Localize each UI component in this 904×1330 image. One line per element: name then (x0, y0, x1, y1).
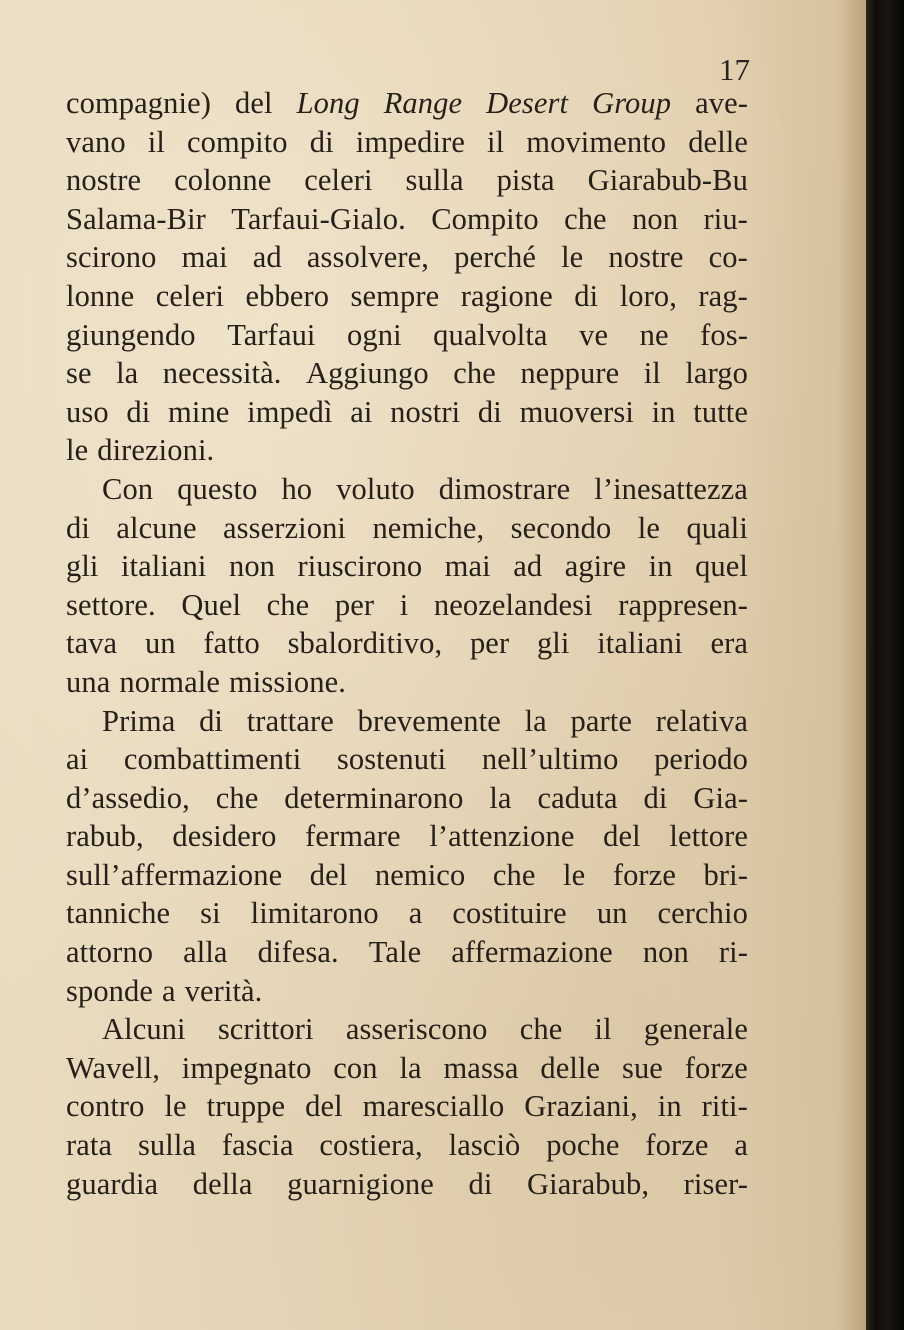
word: un (596, 896, 628, 931)
word: riser- (683, 1166, 748, 1201)
word: tutte (693, 394, 748, 429)
word: Giarabub, (527, 1166, 650, 1201)
word: che (266, 587, 310, 622)
word: verità. (184, 973, 263, 1008)
word: asserzioni (223, 510, 346, 545)
word: del (309, 857, 348, 892)
word: settore. (66, 587, 156, 622)
word: gli (536, 626, 570, 661)
word: generale (643, 1012, 748, 1047)
word: impedì (247, 394, 333, 429)
word: ne (639, 317, 669, 352)
text-line (66, 1010, 748, 1049)
word: nemico (374, 857, 466, 892)
text-line (66, 586, 748, 625)
text-line (66, 123, 748, 162)
word: sbalorditivo, (287, 626, 443, 661)
word: neozelandesi (433, 587, 593, 622)
word: attorno (66, 935, 154, 970)
word: sulla (137, 1128, 197, 1163)
word: secondo (510, 510, 612, 545)
text-line (66, 779, 748, 818)
word: movimento (526, 124, 667, 159)
word: di (199, 703, 224, 738)
word: Range (383, 86, 463, 120)
word: loro, (619, 278, 677, 313)
word: ragione (460, 278, 553, 313)
word: trattare (246, 703, 334, 738)
word: fos- (700, 317, 748, 352)
word: vano (66, 124, 126, 159)
word: del (305, 1089, 343, 1124)
word: ve (579, 317, 609, 352)
word: missione. (228, 664, 346, 699)
word: giungendo (66, 317, 196, 352)
word: di (477, 394, 502, 429)
word: neppure (520, 356, 620, 391)
text-line (66, 431, 748, 470)
word: il (643, 356, 661, 391)
text-line (66, 933, 748, 972)
word: compagnie) (66, 86, 211, 120)
word: le (637, 510, 660, 545)
text-line (66, 740, 748, 779)
word: impedire (355, 124, 465, 159)
word: ai (66, 742, 89, 777)
word: asseriscono (345, 1012, 488, 1047)
word: nostre (608, 240, 684, 275)
word: del (234, 86, 273, 120)
word: quel (695, 549, 748, 584)
word: alla (183, 935, 228, 970)
word: forze (645, 1128, 709, 1163)
word: Group (592, 86, 672, 120)
word: poche (546, 1128, 620, 1163)
word: il (147, 124, 165, 159)
word: scirono (66, 240, 157, 275)
word: perché (454, 240, 536, 275)
word: ave- (695, 86, 748, 120)
word: voluto (336, 471, 415, 506)
word: lettore (669, 819, 748, 854)
word: la (399, 1050, 422, 1085)
word: Giarabub-Bu (587, 163, 748, 198)
text-line (66, 663, 748, 702)
word: ho (281, 471, 313, 506)
word: Compito (431, 201, 539, 236)
text-line (66, 547, 748, 586)
word: dimostrare (438, 471, 571, 506)
word: a (162, 973, 176, 1008)
word: Tale (368, 935, 422, 970)
word: una (66, 664, 111, 699)
text-line (66, 393, 748, 432)
text-line (66, 972, 748, 1011)
word: non (632, 201, 679, 236)
word: non (228, 549, 276, 584)
word: un (144, 626, 176, 661)
text-line (66, 470, 748, 509)
word: guarnigione (287, 1166, 434, 1201)
word: normale (119, 664, 220, 699)
word: di (66, 510, 90, 545)
word: le (66, 433, 89, 468)
word: di (574, 278, 599, 313)
text-line (66, 316, 748, 355)
word: maresciallo (362, 1089, 505, 1124)
word: costiera, (319, 1128, 423, 1163)
word: Long (296, 86, 360, 120)
word: forze (612, 857, 676, 892)
word: sull’affermazione (66, 857, 283, 892)
text-line (66, 200, 748, 239)
word: delle (540, 1050, 601, 1085)
word: in (648, 549, 673, 584)
word: per (334, 587, 375, 622)
word: direzioni. (97, 433, 215, 468)
word: con (333, 1050, 378, 1085)
word: era (710, 626, 748, 661)
word: sue (621, 1050, 663, 1085)
word: necessità. (162, 356, 282, 391)
word: truppe (206, 1089, 286, 1124)
word: alcune (116, 510, 197, 545)
word: celeri (155, 278, 225, 313)
text-line (66, 1165, 748, 1204)
text-line (66, 161, 748, 200)
word: Con (102, 471, 154, 506)
word: relativa (655, 703, 748, 738)
page-edge-shadow (838, 0, 868, 1330)
word: ad (252, 240, 282, 275)
word: mai (181, 240, 228, 275)
word: di (468, 1166, 493, 1201)
word: gli (66, 549, 99, 584)
word: rag- (698, 278, 748, 313)
word: che (492, 857, 536, 892)
word: scrittori (217, 1012, 314, 1047)
word: lonne (66, 278, 135, 313)
word: le (561, 240, 584, 275)
page-number: 17 (719, 52, 750, 87)
word: co- (708, 240, 748, 275)
word: periodo (654, 742, 748, 777)
word: mai (444, 549, 491, 584)
word: questo (177, 471, 258, 506)
word: pista (496, 163, 555, 198)
word: rappresen- (618, 587, 748, 622)
word: sostenuti (336, 742, 447, 777)
word: forze (684, 1050, 748, 1085)
body-text (66, 84, 748, 1203)
word: Salama-Bir (66, 201, 206, 236)
word: costituire (452, 896, 567, 931)
word: nostre (66, 163, 142, 198)
text-line (66, 894, 748, 933)
word: le (164, 1089, 187, 1124)
text-line (66, 277, 748, 316)
word: cerchio (657, 896, 748, 931)
word: colonne (174, 163, 272, 198)
word: Tarfaui-Gialo. (231, 201, 406, 236)
word: rabub, (66, 819, 144, 854)
word: italiani (597, 626, 683, 661)
word: qualvolta (433, 317, 548, 352)
word: contro (66, 1089, 145, 1124)
word: fermare (305, 819, 401, 854)
text-line (66, 624, 748, 663)
word: nell’ultimo (481, 742, 619, 777)
word: la (524, 703, 547, 738)
text-line (66, 354, 748, 393)
word: fatto (203, 626, 260, 661)
word: largo (685, 356, 748, 391)
word: che (519, 1012, 563, 1047)
word: ai (350, 394, 373, 429)
word: Aggiungo (305, 356, 429, 391)
word: Gia- (693, 780, 748, 815)
word: ad (513, 549, 543, 584)
word: assolvere, (306, 240, 429, 275)
word: l’attenzione (429, 819, 575, 854)
word: i (399, 587, 409, 622)
word: riti- (701, 1089, 748, 1124)
word: ebbero (245, 278, 330, 313)
word: parte (570, 703, 632, 738)
word: Quel (181, 587, 242, 622)
word: Tarfaui (227, 317, 316, 352)
text-line (66, 1049, 748, 1088)
word: che (215, 780, 259, 815)
word: ri- (718, 935, 748, 970)
word: di (309, 124, 334, 159)
word: riuscirono (297, 549, 423, 584)
word: sponde (66, 973, 154, 1008)
word: italiani (120, 549, 207, 584)
text-line (66, 238, 748, 277)
word: se (66, 356, 92, 391)
word: brevemente (357, 703, 501, 738)
word: massa (443, 1050, 519, 1085)
word: in (657, 1089, 682, 1124)
word: nostri (390, 394, 461, 429)
word: bri- (703, 857, 748, 892)
word: compito (187, 124, 288, 159)
word: le (563, 857, 586, 892)
word: tanniche (66, 896, 171, 931)
word: agire (564, 549, 627, 584)
word: tava (66, 626, 118, 661)
word: di (126, 394, 151, 429)
word: impegnato (181, 1050, 312, 1085)
word: guardia (66, 1166, 159, 1201)
word: desidero (172, 819, 277, 854)
word: determinarono (284, 780, 464, 815)
word: celeri (304, 163, 373, 198)
word: in (651, 394, 676, 429)
word: l’inesattezza (594, 471, 748, 506)
word: affermazione (451, 935, 613, 970)
word: sempre (350, 278, 440, 313)
word: quali (686, 510, 748, 545)
word: uso (66, 394, 109, 429)
word: Wavell, (66, 1050, 160, 1085)
word: riu- (703, 201, 748, 236)
word: che (453, 356, 496, 391)
word: il (487, 124, 505, 159)
word: lasciò (448, 1128, 521, 1163)
word: combattimenti (123, 742, 302, 777)
word: fascia (221, 1128, 294, 1163)
word: per (469, 626, 510, 661)
word: Desert (486, 86, 569, 120)
word: si (200, 896, 221, 931)
word: delle (688, 124, 748, 159)
word: nemiche, (372, 510, 485, 545)
word: a (734, 1128, 748, 1163)
word: non (642, 935, 689, 970)
word: rata (66, 1128, 113, 1163)
word: il (594, 1012, 612, 1047)
text-line (66, 1087, 748, 1126)
word: a (408, 896, 423, 931)
text-line (66, 1126, 748, 1165)
text-line (66, 856, 748, 895)
word: limitarono (250, 896, 379, 931)
word: di (643, 780, 668, 815)
word: difesa. (257, 935, 339, 970)
word: del (603, 819, 641, 854)
word: d’assedio, (66, 780, 190, 815)
word: mine (168, 394, 230, 429)
word: Prima (102, 703, 176, 738)
book-spine-edge (866, 0, 904, 1330)
word: ogni (347, 317, 402, 352)
text-line (66, 702, 748, 741)
word: sulla (405, 163, 464, 198)
word: Alcuni (102, 1012, 186, 1047)
text-line (66, 84, 748, 123)
word: la (116, 356, 139, 391)
word: la (489, 780, 512, 815)
word: caduta (537, 780, 618, 815)
word: muoversi (519, 394, 634, 429)
text-line (66, 509, 748, 548)
text-line (66, 817, 748, 856)
word: Graziani, (524, 1089, 638, 1124)
word: della (192, 1166, 253, 1201)
word: che (564, 201, 607, 236)
